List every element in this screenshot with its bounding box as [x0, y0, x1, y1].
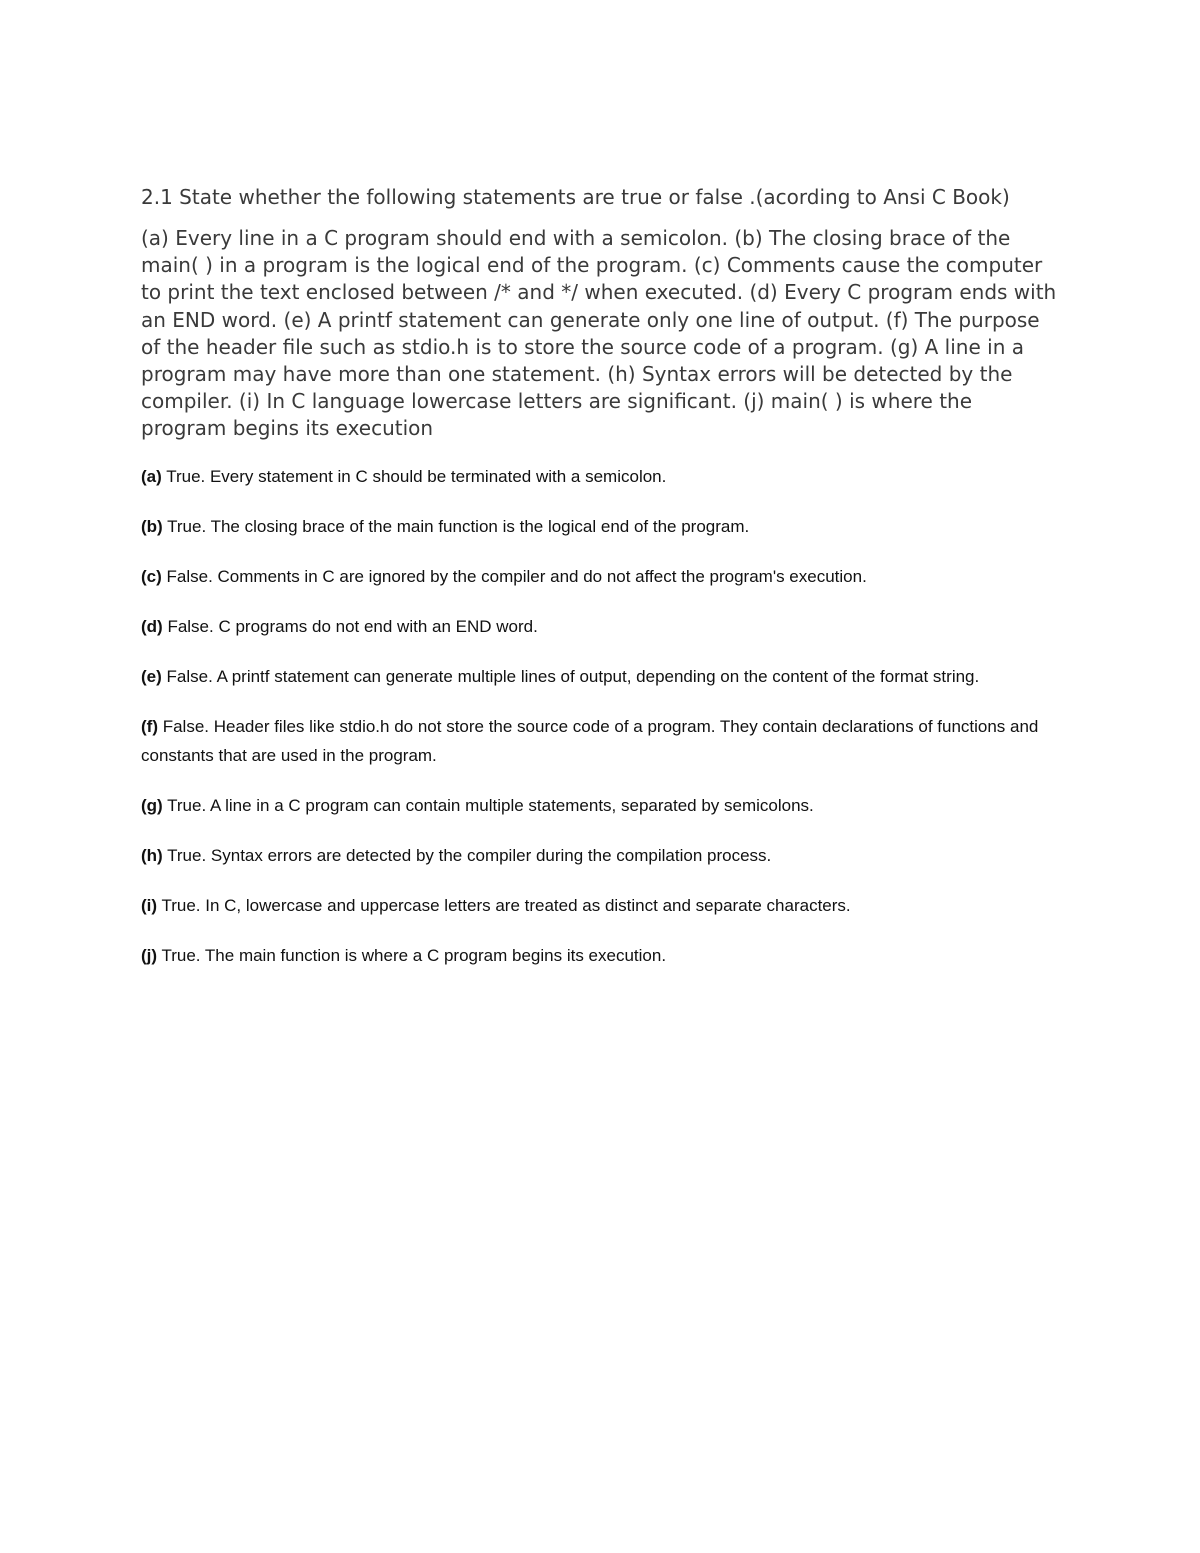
answer-text: False. Comments in C are ignored by the compiler and do not affect the program's execution.	[161, 566, 867, 586]
answer-letter: (h)	[141, 845, 163, 865]
answer-item-a	[141, 462, 1071, 491]
answer-item-d	[141, 612, 1071, 641]
question-heading: 2.1 State whether the following statements are true or false .(acording to Ansi C Book)	[141, 185, 1010, 209]
answer-letter: (d)	[141, 616, 163, 636]
answer-item-b	[141, 512, 1071, 541]
answer-list	[141, 462, 1071, 970]
answer-item-h	[141, 841, 1071, 870]
answer-letter: (f)	[141, 716, 158, 736]
answer-letter: (e)	[141, 666, 162, 686]
answer-letter: (b)	[141, 516, 163, 536]
answer-text: True. The closing brace of the main function is the logical end of the program.	[162, 516, 750, 536]
answer-text: True. A line in a C program can contain multiple statements, separated by semicolons.	[162, 795, 814, 815]
answer-text: True. Every statement in C should be terminated with a semicolon.	[161, 466, 667, 486]
answer-text: True. The main function is where a C program begins its execution.	[157, 945, 667, 965]
answer-item-i	[141, 891, 1071, 920]
answer-letter: (g)	[141, 795, 163, 815]
answer-text: True. In C, lowercase and uppercase letters are treated as distinct and separate characters.	[157, 895, 851, 915]
document-page	[141, 183, 1071, 991]
answer-item-c	[141, 562, 1071, 591]
answer-item-e	[141, 662, 1071, 691]
answer-text: False. Header files like stdio.h do not store the source code of a program. They contain declarations of functions and constants that are used in the program.	[141, 716, 1039, 765]
answer-text: False. A printf statement can generate multiple lines of output, depending on the content of the format string.	[161, 666, 980, 686]
answer-text: True. Syntax errors are detected by the compiler during the compilation process.	[162, 845, 772, 865]
answer-letter: (i)	[141, 895, 158, 915]
answer-letter: (a)	[141, 466, 162, 486]
answer-letter: (j)	[141, 945, 158, 965]
answer-text: False. C programs do not end with an END word.	[162, 616, 538, 636]
question-statements: (a) Every line in a C program should end with a semicolon. (b) The closing brace of the main( ) in a program is the logical end of the program. (c) Comments cause the computer to print the text enclosed between /* and */ when executed. (d) Every C program ends with an END word. (e) A printf statement can generate only one line of output. (f) The purpose of the header file such as stdio.h is to store the source code of a program. (g) A line in a program may have more than one statement. (h) Syntax errors will be detected by the compiler. (i) In C language lowercase letters are significant. (j) main( ) is where the program begins its execution	[141, 226, 1057, 441]
answer-item-g	[141, 791, 1071, 820]
answer-letter: (c)	[141, 566, 162, 586]
answer-item-j	[141, 941, 1071, 970]
answer-item-f	[141, 712, 1071, 770]
